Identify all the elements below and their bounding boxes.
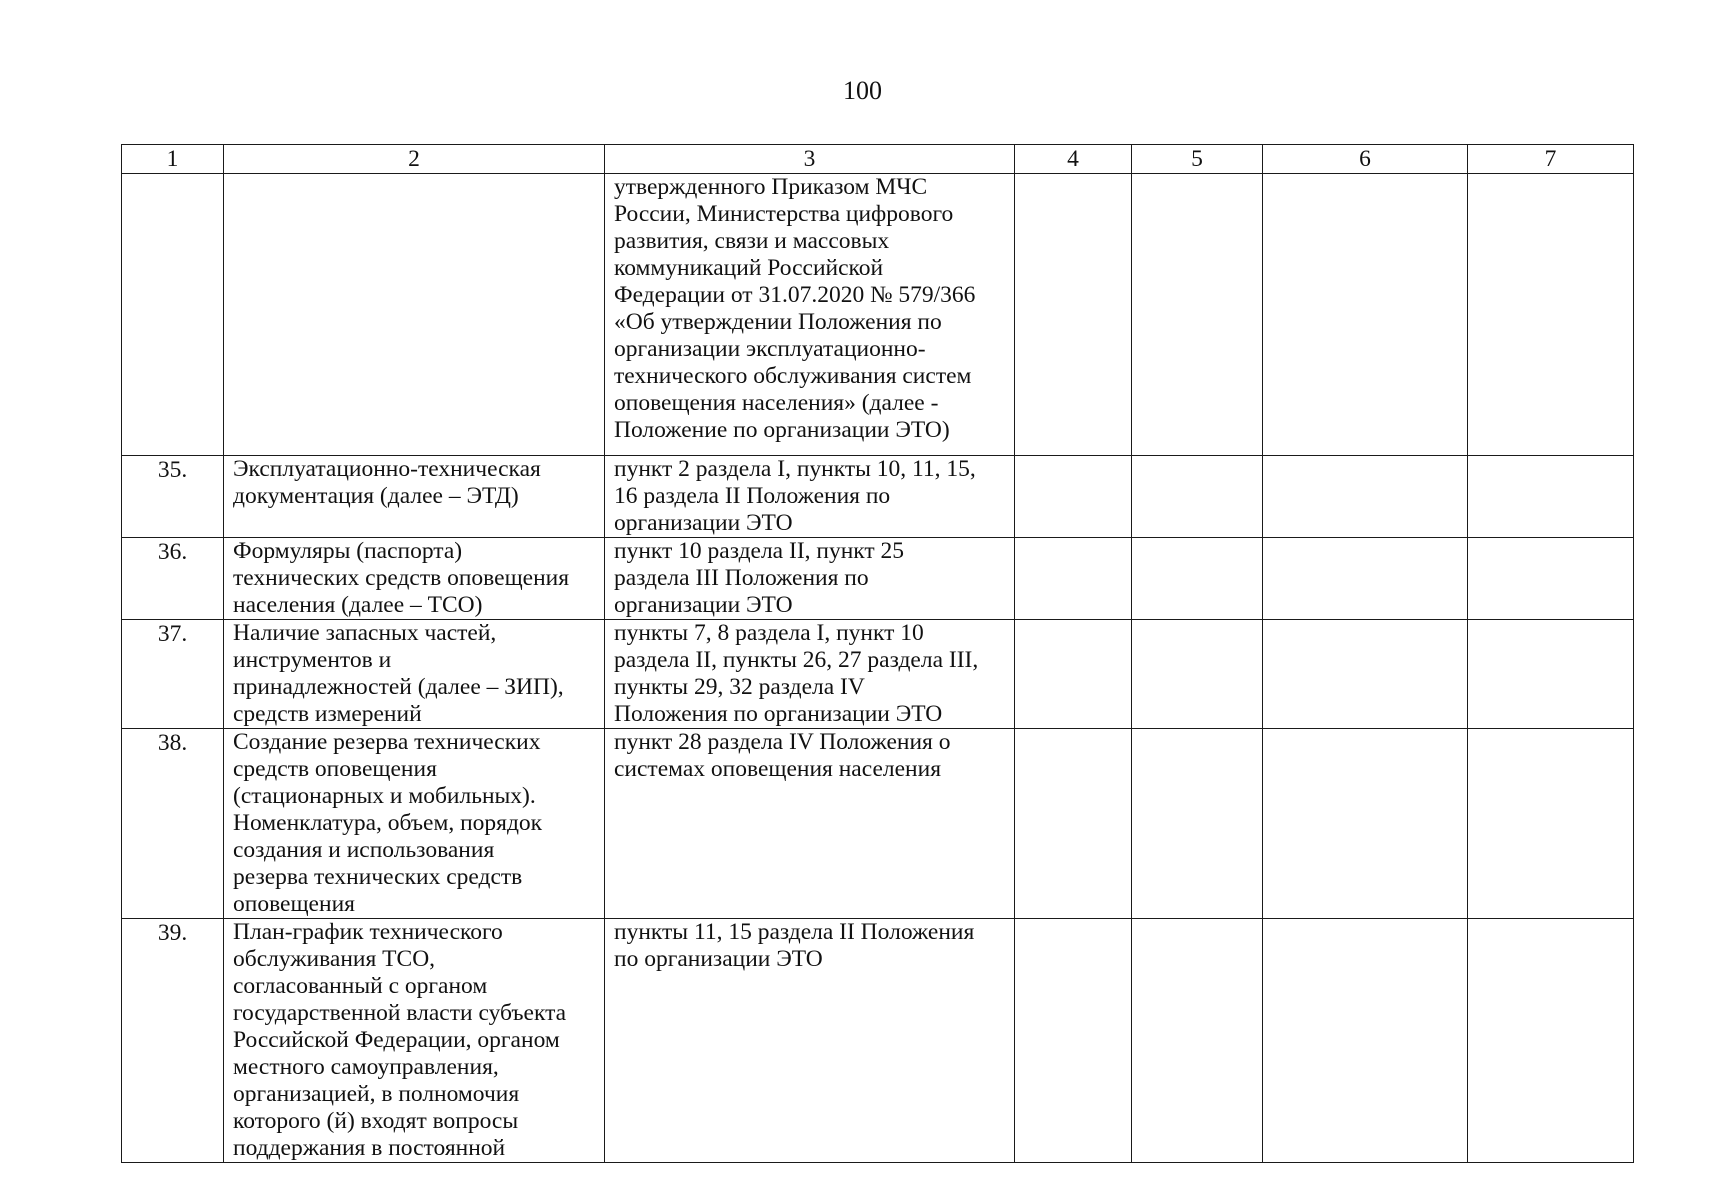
row-number: 39.: [122, 919, 224, 1163]
empty-cell-col5: [1132, 620, 1263, 729]
column-header-6: 6: [1263, 145, 1468, 174]
row-number: [122, 174, 224, 456]
row-number: 37.: [122, 620, 224, 729]
empty-cell-col5: [1132, 538, 1263, 620]
legal-basis: пункт 28 раздела IV Положения о системах оповещения населения: [605, 729, 1015, 919]
legal-basis: пункт 10 раздела II, пункт 25 раздела III Положения по организации ЭТО: [605, 538, 1015, 620]
table-row: [122, 729, 1634, 919]
empty-cell-col7: [1468, 174, 1634, 456]
header-row: [122, 145, 1634, 174]
empty-cell-col5: [1132, 456, 1263, 538]
column-header-1: 1: [122, 145, 224, 174]
table-row: [122, 456, 1634, 538]
column-header-3: 3: [605, 145, 1015, 174]
empty-cell-col6: [1263, 538, 1468, 620]
empty-cell-col4: [1015, 729, 1132, 919]
empty-cell-col7: [1468, 538, 1634, 620]
empty-cell-col7: [1468, 620, 1634, 729]
legal-basis: пункты 7, 8 раздела I, пункт 10 раздела II, пункты 26, 27 раздела III, пункты 29, 32 раздела IV Положения по организации ЭТО: [605, 620, 1015, 729]
requirement-subject: Создание резерва технических средств оповещения (стационарных и мобильных). Номенклатура, объем, порядок создания и использования резерва технических средств оповещения: [224, 729, 605, 919]
legal-basis: утвержденного Приказом МЧС России, Министерства цифрового развития, связи и массовых коммуникаций Российской Федерации от 31.07.2020 № 579/366 «Об утверждении Положения по организации эксплуатационно- технического обслуживания систем оповещения населения» (далее - Положение по организации ЭТО): [605, 174, 1015, 456]
row-number: 35.: [122, 456, 224, 538]
requirement-subject: Формуляры (паспорта) технических средств оповещения населения (далее – ТСО): [224, 538, 605, 620]
empty-cell-col5: [1132, 729, 1263, 919]
empty-cell-col4: [1015, 538, 1132, 620]
empty-cell-col6: [1263, 456, 1468, 538]
page-number: 100: [843, 76, 882, 105]
empty-cell-col7: [1468, 456, 1634, 538]
table-row: [122, 620, 1634, 729]
empty-cell-col4: [1015, 919, 1132, 1163]
table-row: [122, 919, 1634, 1163]
table-row: [122, 538, 1634, 620]
empty-cell-col7: [1468, 729, 1634, 919]
requirements-table: [121, 144, 1634, 1163]
requirement-subject: [224, 174, 605, 456]
requirement-subject: Эксплуатационно-техническая документация (далее – ЭТД): [224, 456, 605, 538]
legal-basis: пункт 2 раздела I, пункты 10, 11, 15, 16 раздела II Положения по организации ЭТО: [605, 456, 1015, 538]
requirement-subject: Наличие запасных частей, инструментов и принадлежностей (далее – ЗИП), средств измерений: [224, 620, 605, 729]
row-number: 36.: [122, 538, 224, 620]
empty-cell-col5: [1132, 919, 1263, 1163]
table-row: [122, 174, 1634, 456]
column-header-4: 4: [1015, 145, 1132, 174]
empty-cell-col6: [1263, 620, 1468, 729]
column-header-2: 2: [224, 145, 605, 174]
legal-basis: пункты 11, 15 раздела II Положения по организации ЭТО: [605, 919, 1015, 1163]
empty-cell-col4: [1015, 174, 1132, 456]
column-header-7: 7: [1468, 145, 1634, 174]
empty-cell-col4: [1015, 620, 1132, 729]
empty-cell-col7: [1468, 919, 1634, 1163]
empty-cell-col6: [1263, 729, 1468, 919]
empty-cell-col5: [1132, 174, 1263, 456]
row-number: 38.: [122, 729, 224, 919]
column-header-5: 5: [1132, 145, 1263, 174]
requirement-subject: План-график технического обслуживания ТСО, согласованный с органом государственной власти субъекта Российской Федерации, органом местного самоуправления, организацией, в полномочия которого (й) входят вопросы поддержания в постоянной: [224, 919, 605, 1163]
empty-cell-col6: [1263, 174, 1468, 456]
empty-cell-col4: [1015, 456, 1132, 538]
empty-cell-col6: [1263, 919, 1468, 1163]
